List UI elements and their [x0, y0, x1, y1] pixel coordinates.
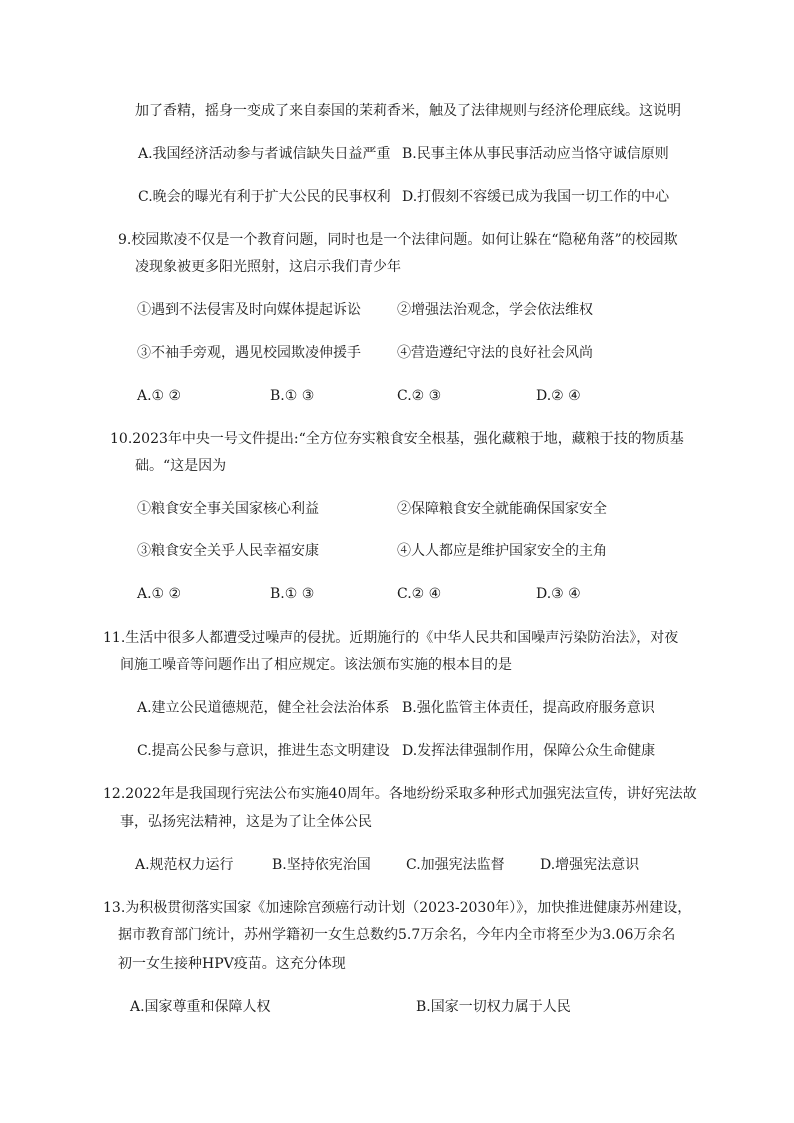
- q11-option-b: B.强化监管主体责任，提高政府服务意识: [402, 700, 655, 716]
- q10-option-b: B.① ③: [270, 586, 315, 602]
- q10-statement-1: ①粮食安全事关国家核心利益: [137, 501, 319, 517]
- q11-stem-line1: 11.生活中很多人都遭受过噪声的侵扰。近期施行的《中华人民共和国噪声污染防治法》，对夜: [103, 630, 679, 646]
- q12-option-c: C.加强宪法监督: [406, 857, 505, 873]
- q11-option-c: C.提高公民参与意识，推进生态文明建设: [137, 743, 390, 759]
- q10-stem-line2: 础。“这是因为: [135, 458, 227, 474]
- q13-stem-line2: 据市教育部门统计，苏州学籍初一女生总数约5.7万余名，今年内全市将至少为3.06万余名: [118, 927, 676, 943]
- q10-option-d: D.③ ④: [536, 586, 581, 602]
- q8-option-c: C.晚会的曝光有利于扩大公民的民事权利: [138, 189, 391, 205]
- q10-option-a: A.① ②: [137, 586, 182, 602]
- q11-stem-line2: 间施工噪音等问题作出了相应规定。该法颁布实施的根本目的是: [120, 657, 512, 673]
- q12-option-d: D.增强宪法意识: [540, 857, 640, 873]
- q10-option-c: C.② ④: [397, 586, 442, 602]
- q8-option-d: D.打假刻不容缓已成为我国一切工作的中心: [402, 189, 670, 205]
- q9-stem-line1: 9.校园欺凌不仅是一个教育问题，同时也是一个法律问题。如何让躲在“隐秘角落”的校园欺: [118, 232, 678, 248]
- q12-stem-line1: 12.2022年是我国现行宪法公布实施40周年。各地纷纷采取多种形式加强宪法宣传，讲好宪法故: [103, 786, 697, 802]
- q10-statement-2: ②保障粮食安全就能确保国家安全: [397, 501, 607, 517]
- q13-stem-line3: 初一女生接种HPV疫苗。这充分体现: [118, 956, 346, 972]
- q8-option-a: A.我国经济活动参与者诚信缺失日益严重: [138, 146, 391, 162]
- q8-stem-continuation: 加了香精，摇身一变成了来自泰国的茉莉香米，触及了法律规则与经济伦理底线。这说明: [135, 103, 681, 119]
- q12-option-a: A.规范权力运行: [135, 857, 234, 873]
- q12-stem-line2: 事，弘扬宪法精神，这是为了让全体公民: [120, 814, 372, 830]
- q9-statement-4: ④营造遵纪守法的良好社会风尚: [397, 345, 593, 361]
- q11-option-d: D.发挥法律强制作用，保障公众生命健康: [402, 743, 656, 759]
- q11-option-a: A.建立公民道德规范，健全社会法治体系: [137, 700, 390, 716]
- q13-stem-line1: 13.为积极贯彻落实国家《加速除宫颈癌行动计划（2023-2030年）》，加快推进健康苏州建设，: [103, 900, 692, 916]
- q9-stem-line2: 凌现象被更多阳光照射，这启示我们青少年: [135, 259, 401, 275]
- q9-statement-3: ③不袖手旁观，遇见校园欺凌伸援手: [137, 345, 361, 361]
- q9-statement-1: ①遇到不法侵害及时向媒体提起诉讼: [137, 302, 361, 318]
- q13-option-a: A.国家尊重和保障人权: [130, 999, 271, 1015]
- q9-option-a: A.① ②: [137, 388, 182, 404]
- q10-statement-4: ④人人都应是维护国家安全的主角: [397, 543, 607, 559]
- q9-statement-2: ②增强法治观念，学会依法维权: [397, 302, 593, 318]
- q13-option-b: B.国家一切权力属于人民: [416, 999, 571, 1015]
- q9-option-d: D.② ④: [536, 388, 581, 404]
- q8-option-b: B.民事主体从事民事活动应当恪守诚信原则: [402, 146, 669, 162]
- q12-option-b: B.坚持依宪治国: [272, 857, 371, 873]
- q9-option-b: B.① ③: [270, 388, 315, 404]
- q10-stem-line1: 10.2023年中央一号文件提出:“全方位夯实粮食安全根基，强化藏粮于地，藏粮于技的物质基: [110, 431, 684, 447]
- q10-statement-3: ③粮食安全关乎人民幸福安康: [137, 543, 319, 559]
- q9-option-c: C.② ③: [397, 388, 442, 404]
